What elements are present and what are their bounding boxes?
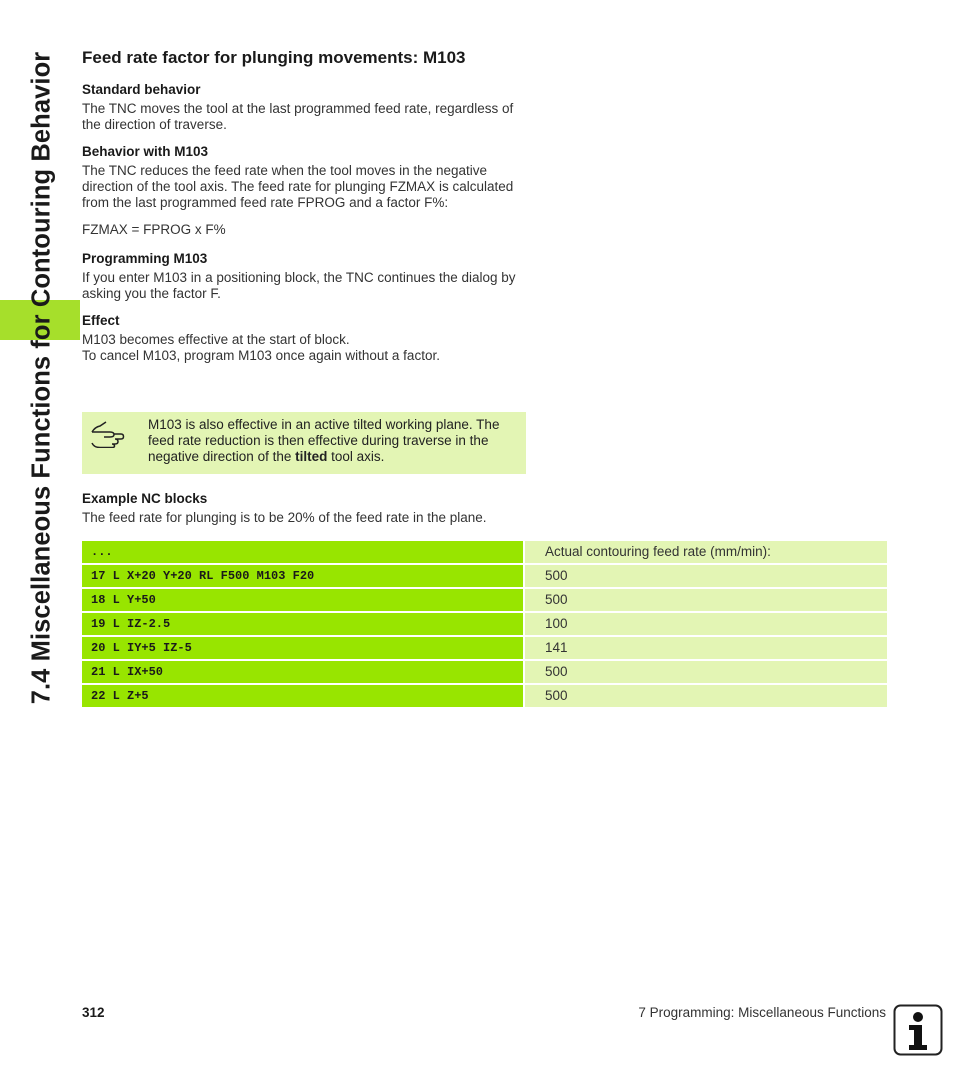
table-row xyxy=(82,661,887,683)
pointing-hand-icon xyxy=(90,420,126,448)
note-text-bold: tilted xyxy=(295,449,328,464)
table-row xyxy=(82,589,887,611)
effect-text xyxy=(82,332,527,364)
feed-rate-cell: 500 xyxy=(525,661,887,683)
side-section-title-text: 7.4 Miscellaneous Functions for Contouring Behavior xyxy=(27,51,56,705)
feed-rate-cell: Actual contouring feed rate (mm/min): xyxy=(525,541,887,563)
example-section xyxy=(82,491,527,537)
feed-rate-cell: 100 xyxy=(525,613,887,635)
feed-rate-cell: 500 xyxy=(525,565,887,587)
table-row xyxy=(82,565,887,587)
feed-rate-cell: 500 xyxy=(525,589,887,611)
nc-code-cell: 21 L IX+50 xyxy=(82,661,523,683)
standard-behavior-heading: Standard behavior xyxy=(82,82,201,97)
feed-rate-cell: 141 xyxy=(525,637,887,659)
note-text-part: M103 is also effective in an active tilted working plane. The feed rate reduction is then effective during traverse in the negative direction of the xyxy=(148,417,500,464)
chapter-footer: 7 Programming: Miscellaneous Functions xyxy=(638,1005,886,1020)
main-content xyxy=(82,48,527,375)
page-title: Feed rate factor for plunging movements: M103 xyxy=(82,48,466,67)
programming-text: If you enter M103 in a positioning block, the TNC continues the dialog by asking you the factor F. xyxy=(82,270,516,301)
nc-code-cell: 19 L IZ-2.5 xyxy=(82,613,523,635)
formula: FZMAX = FPROG x F% xyxy=(82,222,226,237)
note-text-end: tool axis. xyxy=(327,449,385,464)
nc-code-cell: 17 L X+20 Y+20 RL F500 M103 F20 xyxy=(82,565,523,587)
page-number: 312 xyxy=(82,1005,105,1020)
nc-blocks-table xyxy=(82,541,887,709)
note-box xyxy=(82,412,526,474)
effect-line-2: To cancel M103, program M103 once again without a factor. xyxy=(82,348,440,363)
table-row xyxy=(82,637,887,659)
table-row xyxy=(82,541,887,563)
example-heading: Example NC blocks xyxy=(82,491,208,506)
effect-line-1: M103 becomes effective at the start of block. xyxy=(82,332,350,347)
note-text xyxy=(148,417,520,465)
programming-heading: Programming M103 xyxy=(82,251,208,266)
nc-code-cell: 22 L Z+5 xyxy=(82,685,523,707)
info-icon xyxy=(893,1004,943,1056)
nc-code-cell: ... xyxy=(82,541,523,563)
nc-code-cell: 18 L Y+50 xyxy=(82,589,523,611)
m103-behavior-heading: Behavior with M103 xyxy=(82,144,209,159)
example-intro: The feed rate for plunging is to be 20% of the feed rate in the plane. xyxy=(82,510,487,525)
table-row xyxy=(82,685,887,707)
standard-behavior-text: The TNC moves the tool at the last programmed feed rate, regardless of the direction of traverse. xyxy=(82,101,514,132)
table-row xyxy=(82,613,887,635)
m103-behavior-text: The TNC reduces the feed rate when the tool moves in the negative direction of the tool axis. The feed rate for plunging FZMAX is calculated from the last programmed feed rate FPROG and a factor F%: xyxy=(82,163,514,210)
feed-rate-cell: 500 xyxy=(525,685,887,707)
effect-heading: Effect xyxy=(82,313,120,328)
nc-code-cell: 20 L IY+5 IZ-5 xyxy=(82,637,523,659)
